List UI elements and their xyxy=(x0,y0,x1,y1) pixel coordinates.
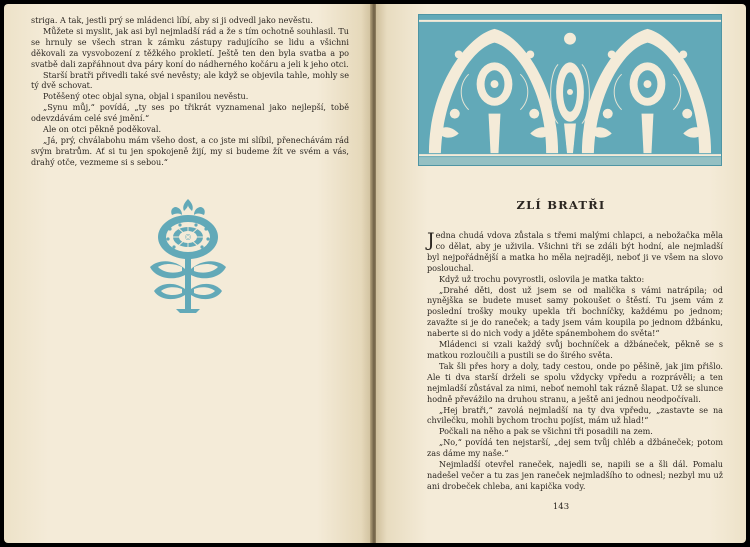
right-page-text xyxy=(427,230,723,492)
left-paragraph: Potěšený otec objal syna, objal i spanilou nevěstu. xyxy=(43,91,249,102)
opening-paragraph xyxy=(427,230,723,274)
left-paragraph: striga. A tak, jestli prý se mládenci líbí, aby si ji odvedl jako nevěstu. xyxy=(31,15,313,25)
right-paragraph: Když už trochu povyrostli, oslovila je matka takto: xyxy=(439,273,645,284)
right-paragraph: Nejmladší otevřel raneček, najedli se, napili se a šli dál. Pomalu nadešel večer a tu zas jen raneček nejmladšího to odnesl; nezbyl mu už ani drobeček chleba, ani kapička vody. xyxy=(427,459,723,491)
book-spread xyxy=(4,4,746,543)
chapter-title: ZLÍ BRATŘI xyxy=(516,198,606,212)
left-paragraph: Ale on otci pěkně poděkoval. xyxy=(43,124,162,135)
right-paragraph: Počkali na něho a pak se všichni tři posadili na zem. xyxy=(439,426,653,437)
drop-cap: J xyxy=(427,229,435,251)
left-paragraph: Starší bratři přivedli také své nevěsty; ale když se objevila tahle, mohly se tý dvě schovat. xyxy=(31,69,349,91)
right-paragraph: „Drahé děti, dost už jsem se od malička s vámi natrápila; od nynějška se budete muset samy pokoušet o štěstí. Tu jsem vám z poslední trošky mouky upekla tři bochníčky, každému po jednom; zavažte si je do raneček; a tady jsem vám koupila po jednom džbánku, naberte si do nich vody a jděte spánembohem do světa!“ xyxy=(427,284,723,339)
left-paragraph: „Synu můj,“ povídá, „ty ses po třikrát vyznamenal jako nejlepší, tobě odevzdávám celé své jmění.“ xyxy=(31,102,349,124)
right-paragraph: „No,“ povídá ten nejstarší, „dej sem tvůj chléb a džbáneček; potom zas dáme my naše.“ xyxy=(427,437,723,459)
left-page xyxy=(4,4,372,543)
right-page xyxy=(376,4,746,543)
page-number: 143 xyxy=(552,502,570,512)
right-paragraph: Mládenci si vzali každý svůj bochníček a džbáneček, pěkně se s matkou rozloučili a pustili se do širého světa. xyxy=(427,339,723,360)
folk-embroidery-banner-icon xyxy=(418,14,722,166)
right-paragraph: Tak šli přes hory a doly, tady cestou, onde po pěšině, jak jim přišlo. Ale ti dva starší drželi se spolu vždycky vpředu a rozprávěli; a ten nejmladší zůstával za nimi, neboť nemohl tak rázně šlapat. Už se slunce hodně převážilo na druhou stranu, a ještě ani jednou neodpočívali. xyxy=(427,360,723,404)
opening-paragraph-text: edna chudá vdova zůstala s třemi malými chlapci, a nebožačka měla co dělat, aby je uživila. Všichni tři se zdáli být hodní, ale nejmladší byl nejpořádnější a matka ho měla nejraději, neboť ji ve všem na slovo poslouchal. xyxy=(427,230,723,273)
right-paragraph: „Hej bratři,“ zavolá nejmladší na ty dva vpředu, „zastavte se na chvilečku, mohli bychom trochu pojíst, mám už hlad!“ xyxy=(427,404,723,426)
left-paragraph: „Já, prý, chválabohu mám všeho dost, a co jste mi slíbil, přenechávám rád svým bratrům. Ať si tu jen spokojeně žijí, my si budeme žít ve svém a vás, drahý otče, vezmeme si s sebou.“ xyxy=(31,134,349,167)
left-page-text xyxy=(31,15,349,168)
left-paragraph: Můžete si myslit, jak asi byl nejmladší rád a že s tím ochotně souhlasil. Tu se hrnuly se všech stran k zámku zástupy radujícího se lidu a všichni děkovali za vysvobození z těžkého prokletí. Ještě ten den byla svatba a po svatbě dali zapřáhnout dva páry koní do nádherného kočáru a jeli k jeho otci. xyxy=(31,25,349,69)
flower-ornament-icon xyxy=(146,197,230,315)
